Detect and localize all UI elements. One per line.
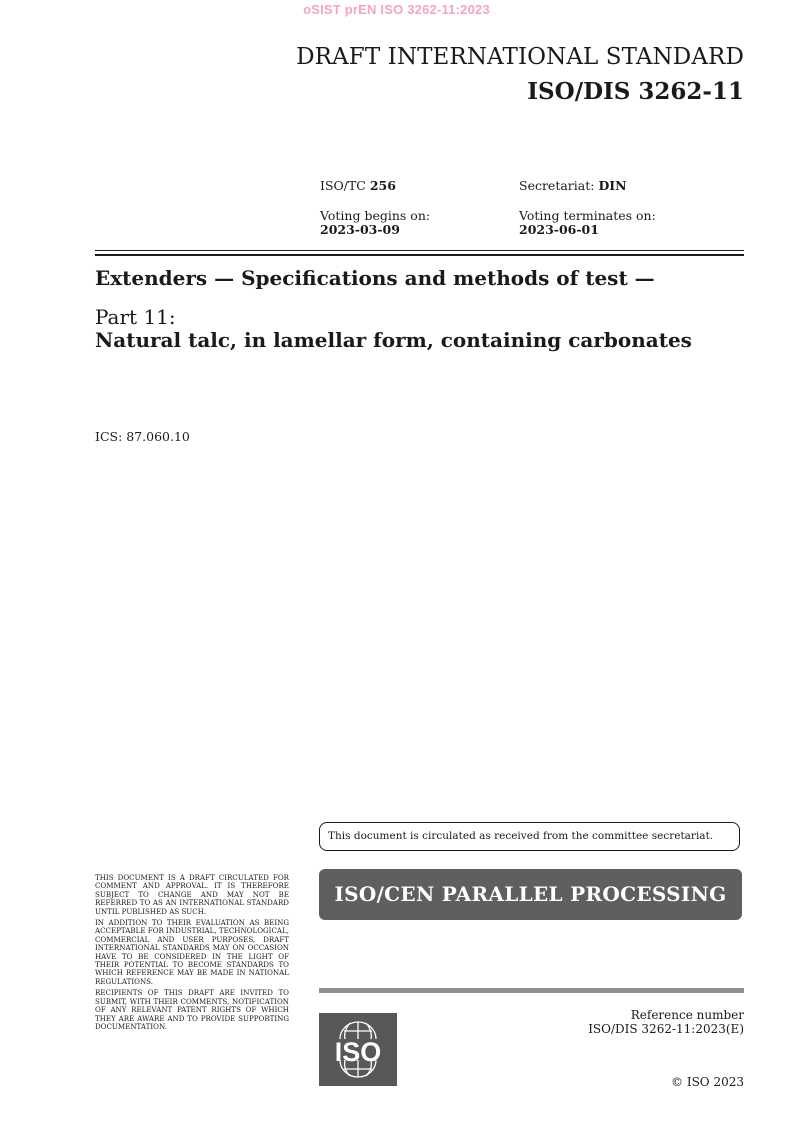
watermark: oSIST prEN ISO 3262-11:2023	[303, 2, 490, 17]
disclaimer-paragraph: RECIPIENTS OF THIS DRAFT ARE INVITED TO SUBMIT, WITH THEIR COMMENTS, NOTIFICATION OF ANY RELEVANT PATENT RIGHTS OF WHICH THEY ARE AWARE AND TO PROVIDE SUPPORTING DOCUMENTATION.	[95, 988, 289, 1031]
secretariat-value: DIN	[598, 178, 627, 193]
committee-value: 256	[369, 178, 396, 193]
copyright: © ISO 2023	[671, 1075, 744, 1089]
disclaimer-paragraph: IN ADDITION TO THEIR EVALUATION AS BEING ACCEPTABLE FOR INDUSTRIAL, TECHNOLOGICAL, COMMERCIAL AND USER PURPOSES, DRAFT INTERNATIONAL STANDARDS MAY ON OCCASION HAVE TO BE CONSIDERED IN THE LIGHT OF THEIR POTENTIAL TO BECOME STANDARDS TO WHICH REFERENCE MAY BE MADE IN NATIONAL REGULATIONS.	[95, 918, 289, 986]
voting-terminates	[519, 209, 656, 237]
voting-ends-label: Voting terminates on:	[519, 208, 656, 223]
iso-logo-text: ISO	[334, 1037, 382, 1067]
voting-ends-value: 2023-06-01	[519, 222, 599, 237]
disclaimer-paragraph: THIS DOCUMENT IS A DRAFT CIRCULATED FOR COMMENT AND APPROVAL. IT IS THEREFORE SUBJECT TO CHANGE AND MAY NOT BE REFERRED TO AS AN INTERNATIONAL STANDARD UNTIL PUBLISHED AS SUCH.	[95, 873, 289, 916]
reference-label: Reference number	[630, 1008, 744, 1022]
reference-number: ISO/DIS 3262-11:2023(E)	[588, 1022, 744, 1036]
voting-begins-label: Voting begins on:	[320, 208, 431, 223]
voting-begins	[320, 209, 430, 237]
committee	[320, 179, 396, 193]
part-label: Part 11:	[95, 305, 176, 329]
part-title: Natural talc, in lamellar form, containing carbonates	[95, 328, 692, 352]
document-title: Extenders — Specifications and methods of test —	[95, 266, 655, 290]
secretariat-label: Secretariat:	[519, 178, 595, 193]
draft-disclaimer	[95, 874, 289, 1034]
parallel-processing-banner: ISO/CEN PARALLEL PROCESSING	[319, 869, 742, 920]
secretariat	[519, 179, 627, 193]
ics-code: ICS: 87.060.10	[95, 429, 190, 444]
footer-divider	[319, 988, 744, 993]
circulation-note: This document is circulated as received from the committee secretariat.	[319, 822, 740, 851]
committee-label: ISO/TC	[320, 178, 366, 193]
document-kind: DRAFT INTERNATIONAL STANDARD	[296, 44, 744, 70]
voting-begins-value: 2023-03-09	[320, 222, 400, 237]
document-number: ISO/DIS 3262-11	[527, 78, 744, 105]
header-divider	[95, 250, 744, 256]
iso-logo-icon	[319, 1013, 397, 1086]
